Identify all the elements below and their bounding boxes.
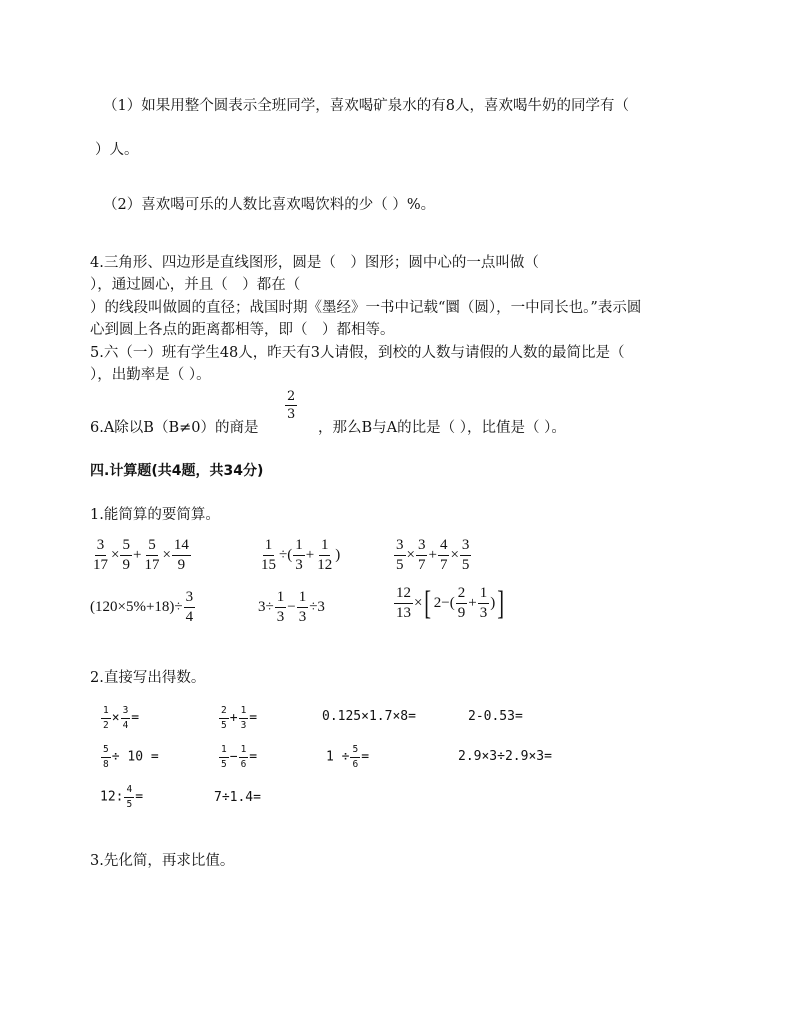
q6-fraction [284, 390, 298, 421]
calc1-expr6: $\frac{12}{13}$ ×[ 2−( $\frac{2}{9}$ + $\frac{1}{3}$ )] [396, 584, 505, 622]
calc3-prompt: 3.先化简，再求比值。 [90, 853, 235, 869]
calc2-r2-item4: 2.9×3÷2.9×3= [458, 749, 552, 764]
calc2-r1-item2: $\frac{2}{5}$ + $\frac{1}{3}$ = [221, 705, 258, 731]
calc2-prompt: 2.直接写出得数。 [90, 670, 206, 686]
calc2-r1-item3: 0.125×1.7×8= [322, 709, 416, 724]
calc2-r2-item3: 1 ÷ $\frac{5}{6}$ = [326, 744, 370, 770]
calc2-r2-item1: $\frac{5}{8}$ ÷ 10 = [103, 744, 159, 770]
calc2-r1-item1: $\frac{1}{2}$ × $\frac{3}{4}$ = [103, 705, 140, 731]
q4-line4: 心到圆上各点的距离都相等，即（ ）都相等。 [90, 322, 395, 338]
calc1-prompt: 1.能简算的要简算。 [90, 507, 220, 523]
q6-frac-den: 3 [287, 407, 296, 422]
q6-text-before: 6.A除以B（B≠0）的商是 [90, 420, 259, 436]
calc1-expr3: $\frac{3}{5}$ × $\frac{3}{7}$ + $\frac{4}{7}$ × $\frac{3}{5}$ [396, 537, 470, 573]
q3-sub1-line1: （1）如果用整个圆表示全班同学，喜欢喝矿泉水的有8人，喜欢喝牛奶的同学有（ [103, 98, 629, 114]
q5-line1: 5.六（一）班有学生48人，昨天有3人请假，到校的人数与请假的人数的最简比是（ [90, 345, 625, 361]
right-bracket: ] [497, 584, 505, 622]
calc1-expr2: $\frac{1}{15}$ ÷( $\frac{1}{3}$ + $\frac{1}{12}$ ) [261, 537, 341, 573]
calc2-r2-item2: $\frac{1}{5}$ − $\frac{1}{6}$ = [221, 744, 258, 770]
q6-text-after: ，那么B与A的比是（ ），比值是（ ）。 [318, 420, 566, 436]
calc2-r3-item1: 12: $\frac{4}{5}$ = [100, 784, 144, 810]
q6-frac-num: 2 [287, 389, 296, 404]
calc2-r3-item2: 7÷1.4= [214, 790, 261, 805]
q4-line3: ）的线段叫做圆的直径；战国时期《墨经》一书中记载“圜（圆），一中同长也。”表示圆 [90, 300, 642, 316]
left-bracket: [ [424, 584, 432, 622]
calc1-expr1: $\frac{3}{17}$ × $\frac{5}{9}$ + $\frac{5}{17}$ × $\frac{14}{9}$ [93, 537, 189, 573]
q4-line1: 4.三角形、四边形是直线图形，圆是（ ）图形；圆中心的一点叫做（ [90, 255, 539, 271]
q5-line2: ），出勤率是（ ）。 [90, 367, 211, 383]
calc1-expr5: 3÷ $\frac{1}{3}$ − $\frac{1}{3}$ ÷3 [258, 589, 325, 625]
calc2-r1-item4: 2-0.53= [468, 709, 523, 724]
q3-sub2: （2）喜欢喝可乐的人数比喜欢喝饮料的少（ ）%。 [103, 197, 436, 213]
q4-line2: ），通过圆心，并且（ ）都在（ [90, 277, 301, 293]
q3-sub1-line2: ）人。 [95, 142, 139, 158]
calc1-expr4: (120×5%+18)÷ $\frac{3}{4}$ [90, 589, 194, 625]
section-title: 四.计算题(共4题，共34分) [90, 463, 264, 479]
